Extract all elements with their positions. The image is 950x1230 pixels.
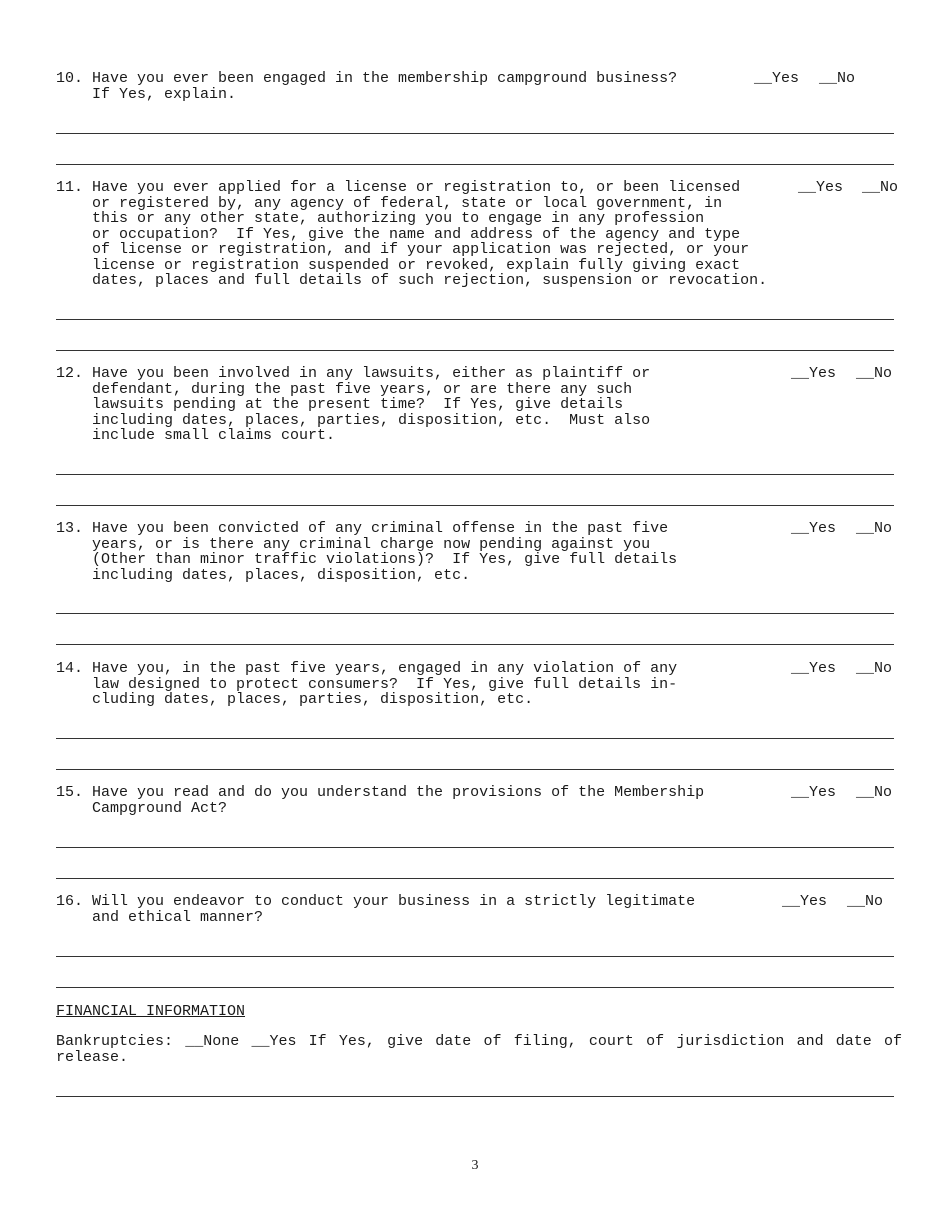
question-12-answer-line-2[interactable] bbox=[56, 505, 894, 506]
question-12-no-option[interactable]: __No bbox=[856, 365, 893, 382]
question-13-answer-line-2[interactable] bbox=[56, 644, 894, 645]
question-11-text: 11. Have you ever applied for a license or registration to, or been licensed or registered by, any agency of federal, state or local government, in this or any other state, authorizing you to engage in any profession or occupation? If Yes, give the name and address of the agency and type of license or registration, and if your application was rejected, or your license or registration suspended or revoked, explain fully giving exact dates, places and full details of such rejection, suspension or revocation. bbox=[56, 179, 768, 289]
question-16-text: 16. Will you endeavor to conduct your business in a strictly legitimate and ethical manner? bbox=[56, 893, 696, 926]
question-15-answer-line-2[interactable] bbox=[56, 878, 894, 879]
question-15-yes-option[interactable]: __Yes bbox=[791, 784, 837, 801]
question-12-answer-line-1[interactable] bbox=[56, 474, 894, 475]
question-12-text: 12. Have you been involved in any lawsuits, either as plaintiff or defendant, during the past five years, or are there any such lawsuits pending at the present time? If Yes, give details including dates, places, parties, disposition, etc. Must also include small claims court. bbox=[56, 365, 651, 444]
question-13-text: 13. Have you been convicted of any criminal offense in the past five years, or is there any criminal charge now pending against you (Other than minor traffic violations)? If Yes, give full details including dates, places, disposition, etc. bbox=[56, 520, 678, 584]
question-11-answer-line-2[interactable] bbox=[56, 350, 894, 351]
question-13-yes-option[interactable]: __Yes bbox=[791, 520, 837, 537]
question-12-yes-option[interactable]: __Yes bbox=[791, 365, 837, 382]
question-15-no-option[interactable]: __No bbox=[856, 784, 893, 801]
question-14-answer-line-1[interactable] bbox=[56, 738, 894, 739]
question-10-yes-option[interactable]: __Yes bbox=[754, 70, 800, 87]
question-14-answer-line-2[interactable] bbox=[56, 769, 894, 770]
question-11-no-option[interactable]: __No bbox=[862, 179, 899, 196]
question-16-answer-line-2[interactable] bbox=[56, 987, 894, 988]
question-11-answer-line-1[interactable] bbox=[56, 319, 894, 320]
question-16-no-option[interactable]: __No bbox=[847, 893, 884, 910]
question-14-no-option[interactable]: __No bbox=[856, 660, 893, 677]
question-14-text: 14. Have you, in the past five years, engaged in any violation of any law designed to protect consumers? If Yes, give full details in- cluding dates, places, parties, disposition, etc. bbox=[56, 660, 678, 708]
bankruptcies-question[interactable]: Bankruptcies: __None __Yes If Yes, give date of filing, court of jurisdiction and date of release. bbox=[56, 1033, 902, 1066]
question-14-yes-option[interactable]: __Yes bbox=[791, 660, 837, 677]
financial-information-heading: FINANCIAL INFORMATION bbox=[56, 1003, 246, 1020]
question-10-no-option[interactable]: __No bbox=[819, 70, 856, 87]
question-16-answer-line-1[interactable] bbox=[56, 956, 894, 957]
question-10-answer-line-2[interactable] bbox=[56, 164, 894, 165]
question-10-text: 10. Have you ever been engaged in the membership campground business? If Yes, explain. bbox=[56, 70, 678, 103]
bankruptcies-answer-line[interactable] bbox=[56, 1096, 894, 1097]
question-16-yes-option[interactable]: __Yes bbox=[782, 893, 828, 910]
question-13-answer-line-1[interactable] bbox=[56, 613, 894, 614]
question-13-no-option[interactable]: __No bbox=[856, 520, 893, 537]
question-11-yes-option[interactable]: __Yes bbox=[798, 179, 844, 196]
question-10-answer-line-1[interactable] bbox=[56, 133, 894, 134]
question-15-text: 15. Have you read and do you understand the provisions of the Membership Campground Act? bbox=[56, 784, 705, 817]
question-15-answer-line-1[interactable] bbox=[56, 847, 894, 848]
page-number: 3 bbox=[471, 1158, 479, 1173]
